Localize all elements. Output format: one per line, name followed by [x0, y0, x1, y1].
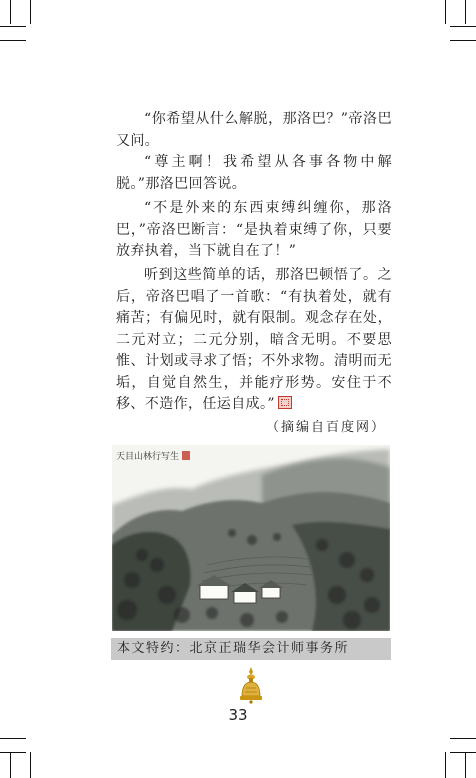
sponsor-banner: 本文特约：北京正瑞华会计师事务所: [111, 638, 391, 660]
body-paragraph-3: “不是外来的东西束缚纠缠你，那洛巴，”帝洛巴断言：“是执着束缚了你，只要放弃执着，当下就自在了！”: [116, 200, 392, 259]
landscape-illustration: [112, 445, 390, 631]
body-paragraph-1: “你希望从什么解脱，那洛巴？”帝洛巴又问。: [116, 111, 392, 149]
source-credit: （摘编自百度网）: [265, 420, 386, 435]
ink-landscape-painting: [112, 445, 390, 631]
painting-seal-icon: [182, 451, 190, 460]
body-paragraph-4: [116, 265, 392, 416]
body-paragraph-4-text: 听到这些简单的话，那洛巴顿悟了。之后，帝洛巴唱了一首歌：“有执着处，就有痛苦；有偏见时，就有限制。观念存在处，二元对立；二元分别，暗含无明。不要思惟、计划或寻求了悟；不外求物。清明而无垢，自觉自然生，并能疗形势。安住于不移、不造作，任运自成。”: [116, 267, 392, 412]
page-number: 33: [228, 706, 248, 724]
body-paragraph-2: “尊主啊！我希望从各事各物中解脱。”那洛巴回答说。: [116, 154, 392, 192]
vajra-bell-icon: [237, 666, 265, 704]
end-seal-icon: [278, 396, 292, 409]
painting-inscription: 天目山林行写生: [116, 452, 180, 462]
